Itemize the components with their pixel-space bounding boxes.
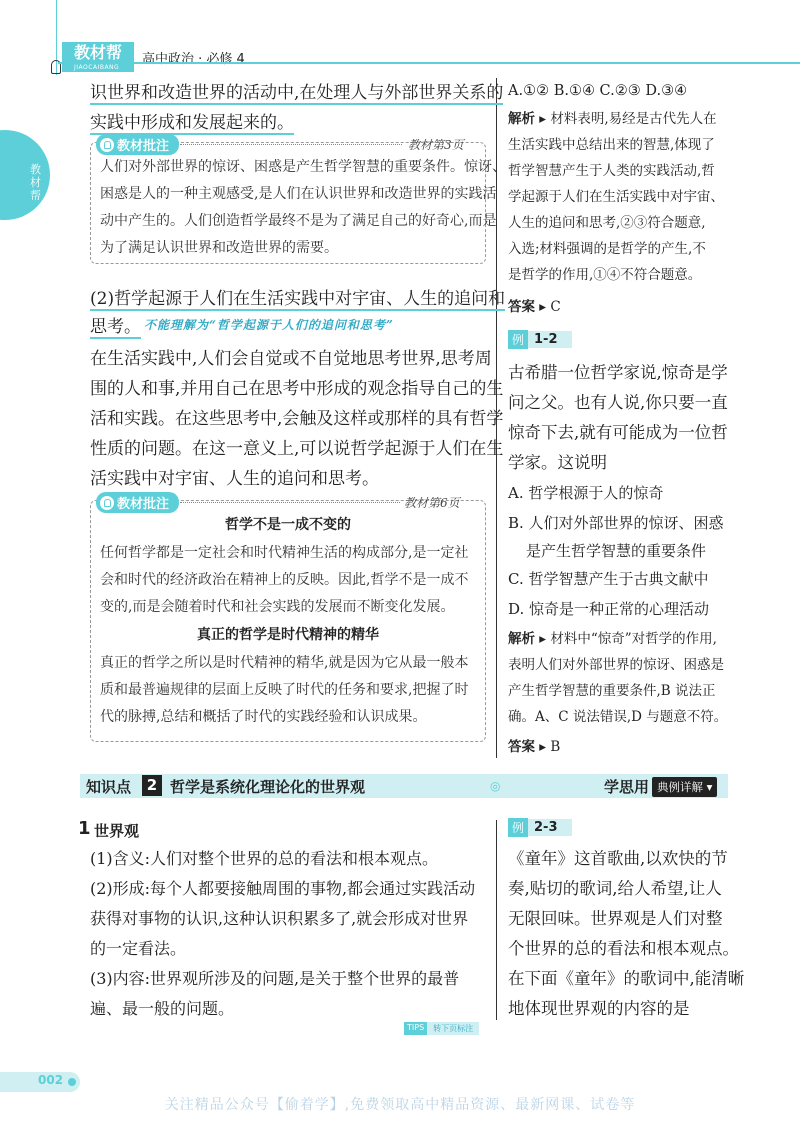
example-line: 无限回味。世界观是人们对整: [508, 909, 723, 928]
option-item: C. 哲学智慧产生于古典文献中: [508, 570, 709, 588]
note-line: 为了满足认识世界和改造世界的需要。: [100, 240, 338, 256]
knowledge-point-label: 知识点: [86, 778, 132, 796]
bulb-icon: [100, 138, 114, 152]
example-badge: 例 2-3: [508, 818, 572, 837]
answer-line: 答案 ▸ C: [508, 299, 561, 315]
note-header: [96, 492, 179, 513]
note-badge: 教材批注: [96, 134, 179, 155]
paragraph-line: 活和实践。在这些思考中,会触及这样或那样的具有哲学: [90, 409, 504, 429]
content-line: (2)形成:每个人都要接触周围的事物,都会通过实践活动: [90, 879, 476, 898]
column-divider: [496, 820, 497, 1020]
bulb-icon: [100, 496, 114, 510]
content-line: 获得对事物的认识,这种认识积累多了,就会形成对世界: [90, 909, 469, 928]
analysis-line: 入选;材料强调的是哲学的产生,不: [508, 241, 706, 257]
swirl-icon: ◎: [490, 779, 501, 793]
xuesiyong-label: 学思用: [604, 778, 650, 796]
content-line: (3)内容:世界观所涉及的问题,是关于整个世界的最普: [90, 969, 460, 988]
analysis-line: 解析 ▸ 材料表明,易经是古代先人在: [508, 111, 717, 127]
analysis-line: 哲学智慧产生于人类的实践活动,哲: [508, 163, 715, 179]
note-header: [96, 134, 179, 155]
answer-line: 答案 ▸ B: [508, 739, 561, 755]
knowledge-point-title: 哲学是系统化理论化的世界观: [170, 778, 366, 796]
paragraph-line: 性质的问题。在这一意义上,可以说哲学起源于人们在生: [90, 439, 504, 459]
example-line: 古希腊一位哲学家说,惊奇是学: [508, 363, 728, 382]
analysis-line: 解析 ▸ 材料中“惊奇”对哲学的作用,: [508, 631, 717, 647]
header-rule: [58, 62, 800, 64]
analysis-line: 确。A、C 说法错误,D 与题意不符。: [508, 709, 728, 725]
book-title: 高中政治 · 必修 4: [142, 52, 245, 67]
note-line: 变的,而是会随着时代和社会实践的发展而不断变化发展。: [100, 599, 455, 615]
analysis-line: 学起源于人们在生活实践中对宇宙、: [508, 189, 724, 205]
handwritten-annotation: 不能理解为“哲学起源于人们的追问和思考”: [144, 318, 394, 332]
example-line: 学家。这说明: [508, 453, 607, 472]
watermark-text: 关注精品公众号【偷着学】,免费领取高中精品资源、最新网课、试卷等: [164, 1097, 636, 1113]
note-line: 任何哲学都是一定社会和时代精神生活的构成部分,是一定社: [100, 545, 469, 561]
note-badge: 教材批注: [96, 492, 179, 513]
example-badge: 例 1-2: [508, 330, 572, 349]
example-line: 奏,贴切的歌词,给人希望,让人: [508, 879, 722, 898]
paragraph-line: 在生活实践中,人们会自觉或不自觉地思考世界,思考周: [90, 349, 492, 369]
paragraph-line: 识世界和改造世界的活动中,在处理人与外部世界关系的: [90, 83, 504, 103]
example-line: 个世界的总的看法和根本观点。: [508, 939, 739, 958]
paragraph-line: 围的人和事,并用自己在思考中形成的观念指导自己的生: [90, 379, 504, 399]
note-page-ref: 教材第6页: [404, 496, 460, 510]
note-line: 质和最普遍规律的层面上反映了时代的任务和要求,把握了时: [100, 682, 469, 698]
example-line: 在下面《童年》的歌词中,能清晰: [508, 969, 745, 988]
note-line: 代的脉搏,总结和概括了时代的实践经验和认识成果。: [100, 709, 427, 725]
option-item: D. 惊奇是一种正常的心理活动: [508, 600, 710, 618]
note-dotted-line: [180, 144, 402, 145]
note-subheading: 哲学不是一成不变的: [225, 517, 351, 533]
analysis-line: 产生哲学智慧的重要条件,B 说法正: [508, 683, 716, 699]
knowledge-point-number: 2: [142, 775, 162, 796]
content-line: (1)含义:人们对整个世界的总的看法和根本观点。: [90, 849, 439, 868]
content-line: 的一定看法。: [90, 939, 187, 958]
option-item: 是产生哲学智慧的重要条件: [526, 542, 707, 560]
example-line: 问之父。也有人说,你只要一直: [508, 393, 728, 412]
note-line: 真正的哲学之所以是时代精神的精华,就是因为它从最一般本: [100, 655, 469, 671]
paragraph-line: (2)哲学起源于人们在生活实践中对宇宙、人生的追问和: [90, 289, 506, 309]
analysis-line: 人生的追问和思考,②③符合题意,: [508, 215, 706, 231]
note-subheading: 真正的哲学是时代精神的精华: [197, 627, 379, 643]
page-number: 002: [38, 1073, 64, 1087]
paragraph-line: 活实践中对宇宙、人生的追问和思考。: [90, 469, 379, 489]
example-line: 地体现世界观的内容的是: [508, 999, 690, 1018]
content-line: 遍、最一般的问题。: [90, 999, 235, 1018]
analysis-line: 是哲学的作用,①④不符合题意。: [508, 267, 702, 283]
paragraph-line: 思考。: [90, 317, 141, 337]
subsection-title: 世界观: [94, 822, 140, 840]
side-tab-label: 教材帮: [30, 163, 41, 202]
options-line: A.①② B.①④ C.②③ D.③④: [508, 83, 688, 99]
paragraph-line: 实践中形成和发展起来的。: [90, 113, 294, 133]
example-detail-tag: 典例详解 ▾: [652, 777, 717, 797]
brand-subtitle: JIAOCAIBANG: [74, 64, 120, 71]
note-line: 动中产生的。人们创造哲学最终不是为了满足自己的好奇心,而是: [100, 213, 497, 229]
note-dotted-line: [180, 502, 400, 503]
note-line: 会和时代的经济政治在精神上的反映。因此,哲学不是一成不: [100, 572, 469, 588]
note-line: 人们对外部世界的惊讶、困惑是产生哲学智慧的重要条件。惊讶、: [100, 159, 506, 175]
page-dot-icon: [68, 1078, 76, 1086]
example-line: 惊奇下去,就有可能成为一位哲: [508, 423, 728, 442]
note-page-ref: 教材第3页: [408, 138, 464, 152]
option-item: B. 人们对外部世界的惊讶、困惑: [508, 514, 724, 532]
note-line: 困惑是人的一种主观感受,是人们在认识世界和改造世界的实践活: [100, 186, 497, 202]
subsection-number: 1: [78, 818, 91, 839]
example-line: 《童年》这首歌曲,以欢快的节: [508, 849, 728, 868]
analysis-line: 生活实践中总结出来的智慧,体现了: [508, 137, 715, 153]
analysis-line: 表明人们对外部世界的惊讶、困惑是: [508, 657, 724, 673]
tips-tag: TIPS 转下页标注: [404, 1022, 479, 1035]
brand-logo: 教材帮: [62, 42, 134, 72]
option-item: A. 哲学根源于人的惊奇: [508, 484, 664, 502]
